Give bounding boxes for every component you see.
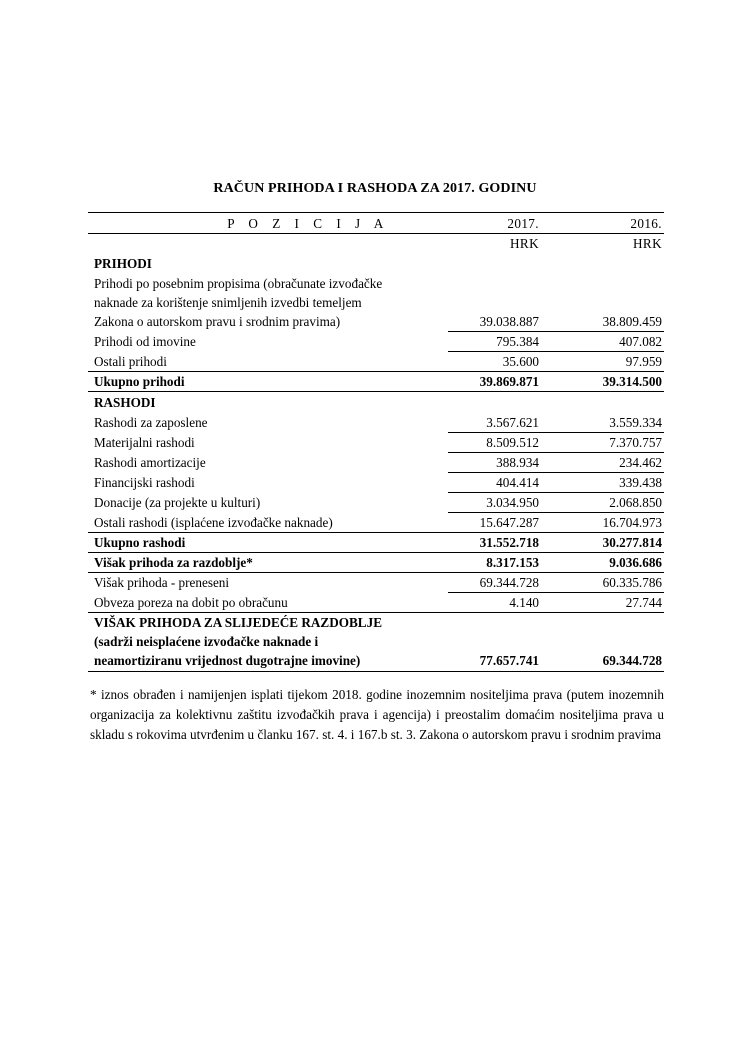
row-label: Ukupno prihodi [94,374,185,389]
value-2016: 234.462 [619,455,662,470]
row-label: naknade za korištenje snimljenih izvedbi temeljem [94,295,362,310]
value-2017: 77.657.741 [479,653,539,668]
value-2016: 407.082 [619,334,662,349]
row-label: Financijski rashodi [94,475,195,490]
value-2016: 7.370.757 [609,435,662,450]
total-row-rashodi [88,533,664,553]
row-label: Ostali rashodi (isplaćene izvođačke naknade) [94,515,333,530]
table-row [88,513,664,533]
table-row [88,413,664,433]
value-2016: 97.959 [625,354,662,369]
row-label: Donacije (za projekte u kulturi) [94,495,261,510]
row-label: Zakona o autorskom pravu i srodnim pravima) [94,314,341,329]
value-2017: 39.038.887 [479,314,539,329]
value-2017: 31.552.718 [479,535,539,550]
table-top-rule [88,212,664,213]
final-surplus-row [88,632,664,652]
row-label: Rashodi amortizacije [94,455,206,470]
value-2017: 69.344.728 [479,575,539,590]
table-row [88,312,664,332]
document-title: RAČUN PRIHODA I RASHODA ZA 2017. GODINU [213,181,537,196]
row-label: Ukupno rashodi [94,535,186,550]
value-2016: 38.809.459 [602,314,662,329]
total-row-prihodi [88,372,664,392]
value-2016: 39.314.500 [602,374,662,389]
table-bottom-rule [88,671,664,672]
row-label: Rashodi za zaposlene [94,415,208,430]
final-surplus-row [88,613,664,633]
row-label: Obveza poreza na dobit po obračunu [94,595,288,610]
value-2016: 339.438 [619,475,662,490]
value-2017: 39.869.871 [479,374,539,389]
column-header-pozicija: P O Z I C I J A [227,216,389,231]
column-header-2016: 2016. [630,216,662,231]
currency-2016: HRK [632,236,662,251]
value-2016: 2.068.850 [609,495,662,510]
value-2017: 404.414 [496,475,539,490]
value-2016: 16.704.973 [602,515,662,530]
row-label: Materijalni rashodi [94,435,195,450]
table-row [88,493,664,513]
row-label: Prihodi od imovine [94,334,196,349]
column-header-2017: 2017. [507,216,539,231]
table-row [88,352,664,372]
value-2016: 9.036.686 [609,555,662,570]
value-2017: 4.140 [509,595,539,610]
row-label: VIŠAK PRIHODA ZA SLIJEDEĆE RAZDOBLJE [94,615,382,630]
value-2017: 388.934 [496,455,539,470]
table-header-row [88,214,664,234]
currency-row [88,234,664,254]
row-label: Višak prihoda za razdoblje* [94,555,253,570]
section-heading-prihodi [88,254,664,274]
section-heading-rashodi [88,393,664,413]
total-rule [88,391,664,392]
value-2017: 8.509.512 [486,435,539,450]
currency-2017: HRK [509,236,539,251]
value-2017: 3.567.621 [486,415,539,430]
footnote: * iznos obrađen i namijenjen isplati tijekom 2018. godine inozemnim nositeljima prava (putem inozemnih organizacija za kolektivnu zaštitu izvođačkih prava i agencija) i preostalim domaćim nositeljima prava u skladu s rokovima utvrđenim u članku 167. st. 4. i 167.b st. 3. Zakona o autorskom pravu i srodnim pravima [90,687,664,742]
table-row [88,473,664,493]
final-surplus-row [88,651,664,671]
value-2016: 27.744 [625,595,662,610]
table-row [88,433,664,453]
value-2016: 69.344.728 [602,653,662,668]
row-label: Višak prihoda - preneseni [94,575,230,590]
row-label: Prihodi po posebnim propisima (obračunate izvođačke [94,276,383,291]
table-row [88,274,664,294]
row-label: neamortiziranu vrijednost dugotrajne imovine) [94,653,361,668]
row-label: (sadrži neisplaćene izvođačke naknade i [94,634,319,649]
table-row [88,293,664,313]
row-label: Ostali prihodi [94,354,167,369]
table-row [88,593,664,613]
value-2016: 60.335.786 [602,575,662,590]
value-2017: 8.317.153 [486,555,539,570]
table-row [88,332,664,352]
value-2016: 30.277.814 [602,535,662,550]
value-2017: 3.034.950 [486,495,539,510]
value-2017: 15.647.287 [479,515,539,530]
value-2016: 3.559.334 [609,415,662,430]
section-label: PRIHODI [94,256,152,271]
value-2017: 35.600 [502,354,539,369]
section-label: RASHODI [94,395,156,410]
value-2017: 795.384 [496,334,539,349]
table-row [88,453,664,473]
table-row [88,573,664,593]
surplus-row [88,553,664,573]
